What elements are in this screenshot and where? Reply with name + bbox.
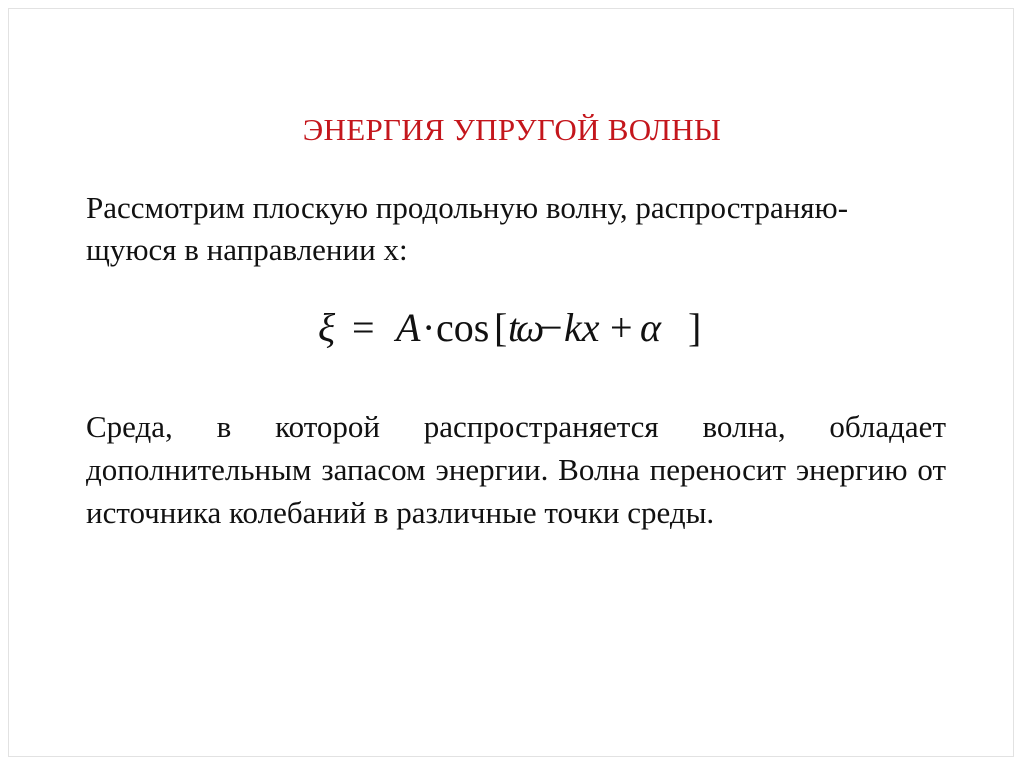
- intro-line-2: щуюся в направлении х:: [86, 232, 408, 267]
- formula-xi: ξ: [318, 305, 336, 350]
- body-paragraph: Среда, в которой распространяется волна, обладает дополнительным запасом энергии. Волна переносит энергию от источника колебаний в различные точки среды.: [86, 409, 946, 530]
- slide-title: ЭНЕРГИЯ УПРУГОЙ ВОЛНЫ: [302, 112, 722, 147]
- formula-t: t: [508, 305, 520, 350]
- formula-omega: ω: [516, 305, 545, 350]
- formula-plus: +: [610, 305, 633, 350]
- intro-line-1: Рассмотрим плоскую продольную волну, распространяю-: [86, 190, 849, 225]
- formula-open-bracket: [: [494, 305, 508, 350]
- formula-cos: cos: [436, 305, 490, 350]
- intro-text: [86, 187, 946, 271]
- formula-kx: kx: [564, 305, 600, 350]
- formula-close-bracket: ]: [688, 305, 702, 350]
- formula-dot: ·: [422, 305, 436, 350]
- formula-amplitude: A: [396, 305, 421, 350]
- wave-equation: [318, 304, 738, 364]
- formula-equals: =: [352, 305, 375, 350]
- formula-alpha: α: [640, 305, 661, 350]
- formula-minus: −: [540, 305, 563, 350]
